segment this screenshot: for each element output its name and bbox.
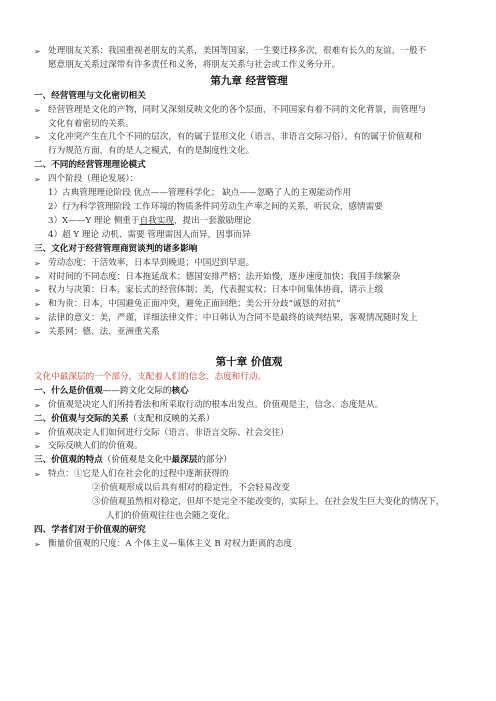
text-span: 3）X——Y 理论 侧重于 [48, 215, 140, 226]
feature-item: ③价值观虽然相对稳定，但却不是完全不能改变的，实际上，在社会发生巨大变化的情况下， [92, 497, 445, 508]
text-line: 关系网：德、法、亚洲重关系 [48, 327, 160, 338]
section-heading: 一、经营管理与文化密切相关 [34, 90, 146, 101]
text-line: 经营管理是文化的产物，同时又深刻反映文化的各个层面，不同国家有着不同的文化背景，而管理与 [48, 104, 427, 115]
chapter-intro: 文化中最深层的一个部分，支配着人们的信念、态度和行动。 [34, 371, 267, 382]
heading-bold-word: 最深层 [171, 455, 198, 466]
bullet-item [34, 173, 464, 187]
bullet-item [34, 131, 464, 145]
section-heading [34, 385, 464, 399]
text-line: 愿意朋友关系过深带有许多责任和义务，将朋友关系与社会或工作义务分开。 [48, 59, 341, 70]
bullet-item [34, 104, 464, 118]
heading-note: 的部分） [197, 455, 232, 466]
bullet-item [34, 440, 464, 454]
numbered-item: 4）超 Y 理论 动机、需要 管理需因人而异，因事而异 [48, 229, 251, 240]
underlined-text: 自我实现 [139, 215, 174, 226]
text-line: 文化有着密切的关系。 [48, 118, 134, 129]
section-heading [34, 454, 464, 468]
document-body [34, 45, 464, 552]
bullet-item [34, 298, 464, 312]
section-heading: 四、学者们对于价值观的研究 [34, 524, 146, 535]
bullet-item [34, 284, 464, 298]
section-heading [34, 413, 464, 427]
numbered-item: 1）古典管理理论阶段 优点——管理科学化； 缺点——忽略了人的主观能动作用 [48, 188, 352, 199]
bullet-item [34, 257, 464, 271]
spacer [34, 340, 464, 354]
heading-text: 三、价值观的特点 [34, 455, 103, 466]
chapter-9-title: 第九章 经营管理 [210, 74, 288, 87]
bullet-item [34, 399, 464, 413]
feature-continuation: 人们的价值观往往也会随之变化。 [106, 511, 235, 521]
chapter-10-title: 第十章 价值观 [215, 356, 283, 369]
text-line: 文化冲突产生在几个不同的层次，有的属于显形文化（语言、非语言交际习俗），有的属于价值观和 [48, 132, 422, 143]
text-line: 特点：①它是人们在社会化的过程中逐渐获得的 [48, 469, 229, 480]
text-line: 行为规范方面，有的是人之模式，有的是制度性文化。 [48, 146, 255, 157]
heading-text: 二、价值观与交际的关系 [34, 413, 129, 424]
continuation-line [34, 59, 464, 73]
text-line: 劳动态度：干活效率，日本早到晚退；中国迟到早退。 [48, 257, 255, 268]
continuation-line [34, 118, 464, 132]
text-line: 价值观是决定人们所持看法和所采取行动的根本出发点。价值观是主，信念、态度是从。 [48, 399, 384, 410]
heading-text: 一、什么是价值观 [34, 385, 103, 396]
text-line: 处理朋友关系：我国重视老朋友的关系，美国等国家，一生要迁移多次，很难有长久的友谊，一般不 [48, 46, 427, 56]
heading-note: ——跨文化交际的 [102, 385, 172, 396]
bullet-item [34, 538, 464, 552]
bullet-item [34, 326, 464, 340]
text-span: ，提出一套激励理论 [173, 215, 252, 226]
text-line: 权力与决策：日本，家长式的经营体制；美，代表握实权；日本中间集体协商，请示上级 [48, 285, 384, 296]
numbered-item [34, 215, 464, 229]
bullet-item [34, 312, 464, 326]
text-line: 对时间的不同态度：日本拖延战术；德国安排严格；法开始慢，逐步速度加快；我国手续繁杂 [48, 271, 401, 282]
bullet-item [34, 271, 464, 285]
text-line: 交际反映人们的价值观。 [48, 441, 143, 452]
section-heading: 三、文化对于经营管理商贸谈判的诸多影响 [34, 243, 198, 254]
text-line: 衡量价值观的尺度：A 个体主义—集体主义 B 对权力距离的态度 [48, 538, 293, 549]
text-line: 和为贵：日本，中国避免正面冲突，避免正面回绝；美公开分歧“诚恳的对抗” [48, 299, 341, 310]
bullet-item [34, 427, 464, 441]
numbered-item: 2）行为科学管理阶段 工作环境的物质条件同劳动生产率之间的关系，听民众，感情需要 [48, 201, 383, 212]
continuation-line [34, 145, 464, 159]
heading-note: （支配和反映的关系） [128, 413, 215, 424]
heading-bold-word: 核心 [171, 385, 189, 396]
section-heading: 二、不同的经营管理理论模式 [34, 160, 146, 171]
text-line: 价值观决定人们如何进行交际（语言、非语言交际、社会交往） [48, 427, 289, 438]
text-line: 法律的意义：美，严谨，详细法律文件；中日韩认为合同不是最终的谈判结果，客观情况随时发上 [48, 313, 418, 324]
bullet-item [34, 468, 464, 482]
text-line: 四个阶段（理论发展）： [48, 174, 139, 185]
feature-item: ②价值观形成以后具有相对的稳定性，不会轻易改变 [92, 483, 290, 494]
heading-note: （价值观是文化中 [102, 455, 172, 466]
bullet-friendship [34, 45, 464, 59]
